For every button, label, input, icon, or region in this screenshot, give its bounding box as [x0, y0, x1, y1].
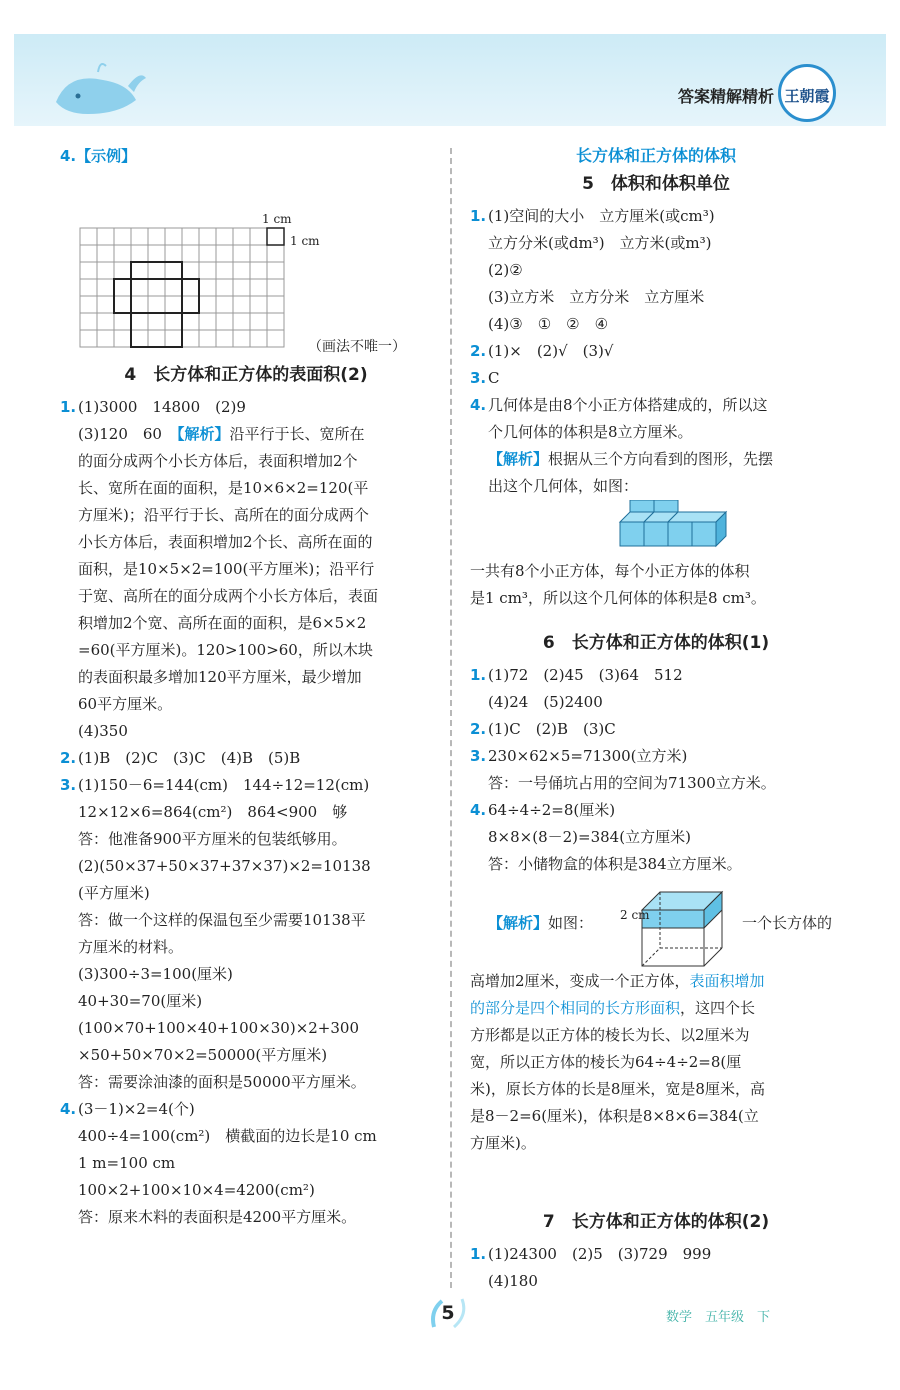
answer-line: 答：需要涂油漆的面积是50000平方厘米。 — [78, 1073, 366, 1091]
answer-line: 4. 64÷4÷2=8(厘米) — [470, 801, 616, 819]
answer-line: 答：他准备900平方厘米的包装纸够用。 — [78, 830, 347, 848]
answer-line: 4. 几何体是由8个小正方体搭建成的，所以这 — [470, 396, 768, 414]
answer-line: 立方分米(或dm³) 立方米(或m³) — [488, 234, 712, 252]
answer-line: =60(平方厘米)。120>100>60，所以木块 — [78, 641, 373, 659]
page-number: 5 — [441, 1302, 455, 1324]
whale-icon — [48, 52, 148, 122]
answer-line: 出这个几何体，如图： — [488, 477, 639, 495]
cubes-figure — [470, 500, 842, 558]
answer-line: 3. C — [470, 369, 500, 387]
answer-line: 小长方体后，表面积增加2个长、高所在面的 — [78, 533, 373, 551]
header-title: 答案精解精析 — [678, 87, 775, 106]
answer-line: 一共有8个小正方体，每个小正方体的体积 — [470, 562, 750, 580]
answer-line: 【解析】根据从三个方向看到的图形，先摆 — [488, 450, 774, 468]
answer-line: 是8－2=6(厘米)，体积是8×8×6=384(立 — [470, 1107, 759, 1125]
answer-line: 3. 230×62×5=71300(立方米) — [470, 747, 688, 765]
chapter-title: 长方体和正方体的体积 — [575, 146, 736, 165]
answer-line: 积增加2个宽、高所在面的面积，是6×5×2 — [78, 614, 367, 632]
cuboid-diagram — [638, 884, 738, 968]
answer-line: (平方厘米) — [78, 884, 150, 902]
answer-line: 400÷4=100(cm²) 横截面的边长是10 cm — [78, 1127, 377, 1145]
grid-label-height: 1 cm — [290, 234, 320, 248]
answer-line: 1. (1)72 (2)45 (3)64 512 — [470, 666, 683, 684]
answer-line: 2. (1)B (2)C (3)C (4)B (5)B — [60, 749, 301, 767]
answer-line: (4)③ ① ② ④ — [488, 315, 609, 333]
answer-line: 方厘米)。 — [470, 1134, 536, 1152]
page-header — [14, 34, 886, 126]
answer-line: 8×8×(8－2)=384(立方厘米) — [488, 828, 691, 846]
column-divider — [450, 148, 452, 1288]
page-number-swoosh-icon — [428, 1293, 468, 1333]
answer-line: 答：小储物盒的体积是384立方厘米。 — [488, 855, 742, 873]
answer-line: (4)24 (5)2400 — [488, 693, 603, 711]
answer-line: 1 m=100 cm — [78, 1154, 176, 1172]
answer-line: 2. (1)C (2)B (3)C — [470, 720, 616, 738]
cuboid-label: 2 cm — [620, 908, 650, 922]
answer-line: 米)，原长方体的长是8厘米，宽是8厘米，高 — [470, 1080, 765, 1098]
answer-line: 12×12×6=864(cm²) 864<900 够 — [78, 803, 348, 821]
answer-line: (3)120 60 【解析】沿平行于长、宽所在 — [78, 425, 365, 443]
grid-label-width: 1 cm — [262, 212, 292, 226]
answer-line: 答：一号俑坑占用的空间为71300立方米。 — [488, 774, 776, 792]
answer-line: 2. (1)× (2)√ (3)√ — [470, 342, 614, 360]
q4-example-head: 4.【示例】 — [60, 147, 137, 165]
answer-line: 于宽、高所在的面分成两个小长方体后，表面 — [78, 587, 379, 605]
answer-line: 4. (3－1)×2=4(个) — [60, 1100, 195, 1118]
answer-line: 的部分是四个相同的长方形面积，这四个长 — [470, 999, 756, 1017]
answer-line: 答：做一个这样的保温包至少需要10138平 — [78, 911, 366, 929]
answer-line: ×50+50×70×2=50000(平方厘米) — [78, 1046, 328, 1064]
grid-figure — [60, 170, 432, 356]
answer-line: 方厘米)；沿平行于长、高所在的面分成两个 — [78, 506, 369, 524]
cubes-diagram — [470, 500, 842, 558]
answer-line: 个几何体的体积是8立方厘米。 — [488, 423, 693, 441]
grid-note: （画法不唯一） — [308, 339, 406, 355]
answer-line: 面积，是10×5×2=100(平方厘米)；沿平行 — [78, 560, 375, 578]
answer-line: 1. (1)3000 14800 (2)9 — [60, 398, 246, 416]
section-5-title: 5 体积和体积单位 — [582, 174, 730, 194]
answer-line: 方厘米的材料。 — [78, 938, 184, 956]
answer-line: 宽，所以正方体的棱长为64÷4÷2=8(厘 — [470, 1053, 742, 1071]
answer-line: (3)立方米 立方分米 立方厘米 — [488, 288, 705, 306]
answer-line: 方形都是以正方体的棱长为长、以2厘米为 — [470, 1026, 750, 1044]
answer-line: 的面分成两个小长方体后，表面积增加2个 — [78, 452, 358, 470]
answer-line: (3)300÷3=100(厘米) — [78, 965, 233, 983]
answer-line: 1. (1)24300 (2)5 (3)729 999 — [470, 1245, 712, 1263]
answer-line: (2)② — [488, 261, 523, 279]
answer-line: 答：原来木料的表面积是4200平方厘米。 — [78, 1208, 357, 1226]
answer-line: 40+30=70(厘米) — [78, 992, 203, 1010]
answer-line: (4)350 — [78, 722, 128, 740]
section-4-title: 4 长方体和正方体的表面积(2) — [124, 365, 368, 385]
answer-line: 60平方厘米。 — [78, 695, 173, 713]
brand-logo: 王朝霞 — [778, 64, 836, 122]
answer-line: 的表面积最多增加120平方厘米，最少增加 — [78, 668, 362, 686]
answer-line: (2)(50×37+50×37+37×37)×2=10138 — [78, 857, 371, 875]
left-column — [60, 143, 432, 1231]
answer-line: 1. (1)空间的大小 立方厘米(或cm³) — [470, 207, 715, 225]
answer-line: 100×2+100×10×4=4200(cm²) — [78, 1181, 315, 1199]
answer-line: (4)180 — [488, 1272, 538, 1290]
section-6-title: 6 长方体和正方体的体积(1) — [542, 633, 770, 653]
right-column — [470, 143, 842, 1295]
answer-line: 一个长方体的 — [742, 914, 833, 932]
answer-line: 长、宽所在面的面积，是10×6×2=120(平 — [78, 479, 369, 497]
grid-net-diagram — [60, 170, 432, 356]
cuboid-figure: 【解析】如图： 2 cm 一个长方体的 — [470, 884, 842, 968]
answer-line: (100×70+100×40+100×30)×2+300 — [78, 1019, 360, 1037]
answer-line: 3. (1)150－6=144(cm) 144÷12=12(cm) — [60, 776, 370, 794]
section-7-title: 7 长方体和正方体的体积(2) — [542, 1212, 770, 1232]
answer-line: 是1 cm³，所以这个几何体的体积是8 cm³。 — [470, 589, 766, 607]
answer-line: 高增加2厘米，变成一个正方体，表面积增加 — [470, 972, 765, 990]
footer-text: 数学 五年级 下 — [666, 1310, 771, 1325]
